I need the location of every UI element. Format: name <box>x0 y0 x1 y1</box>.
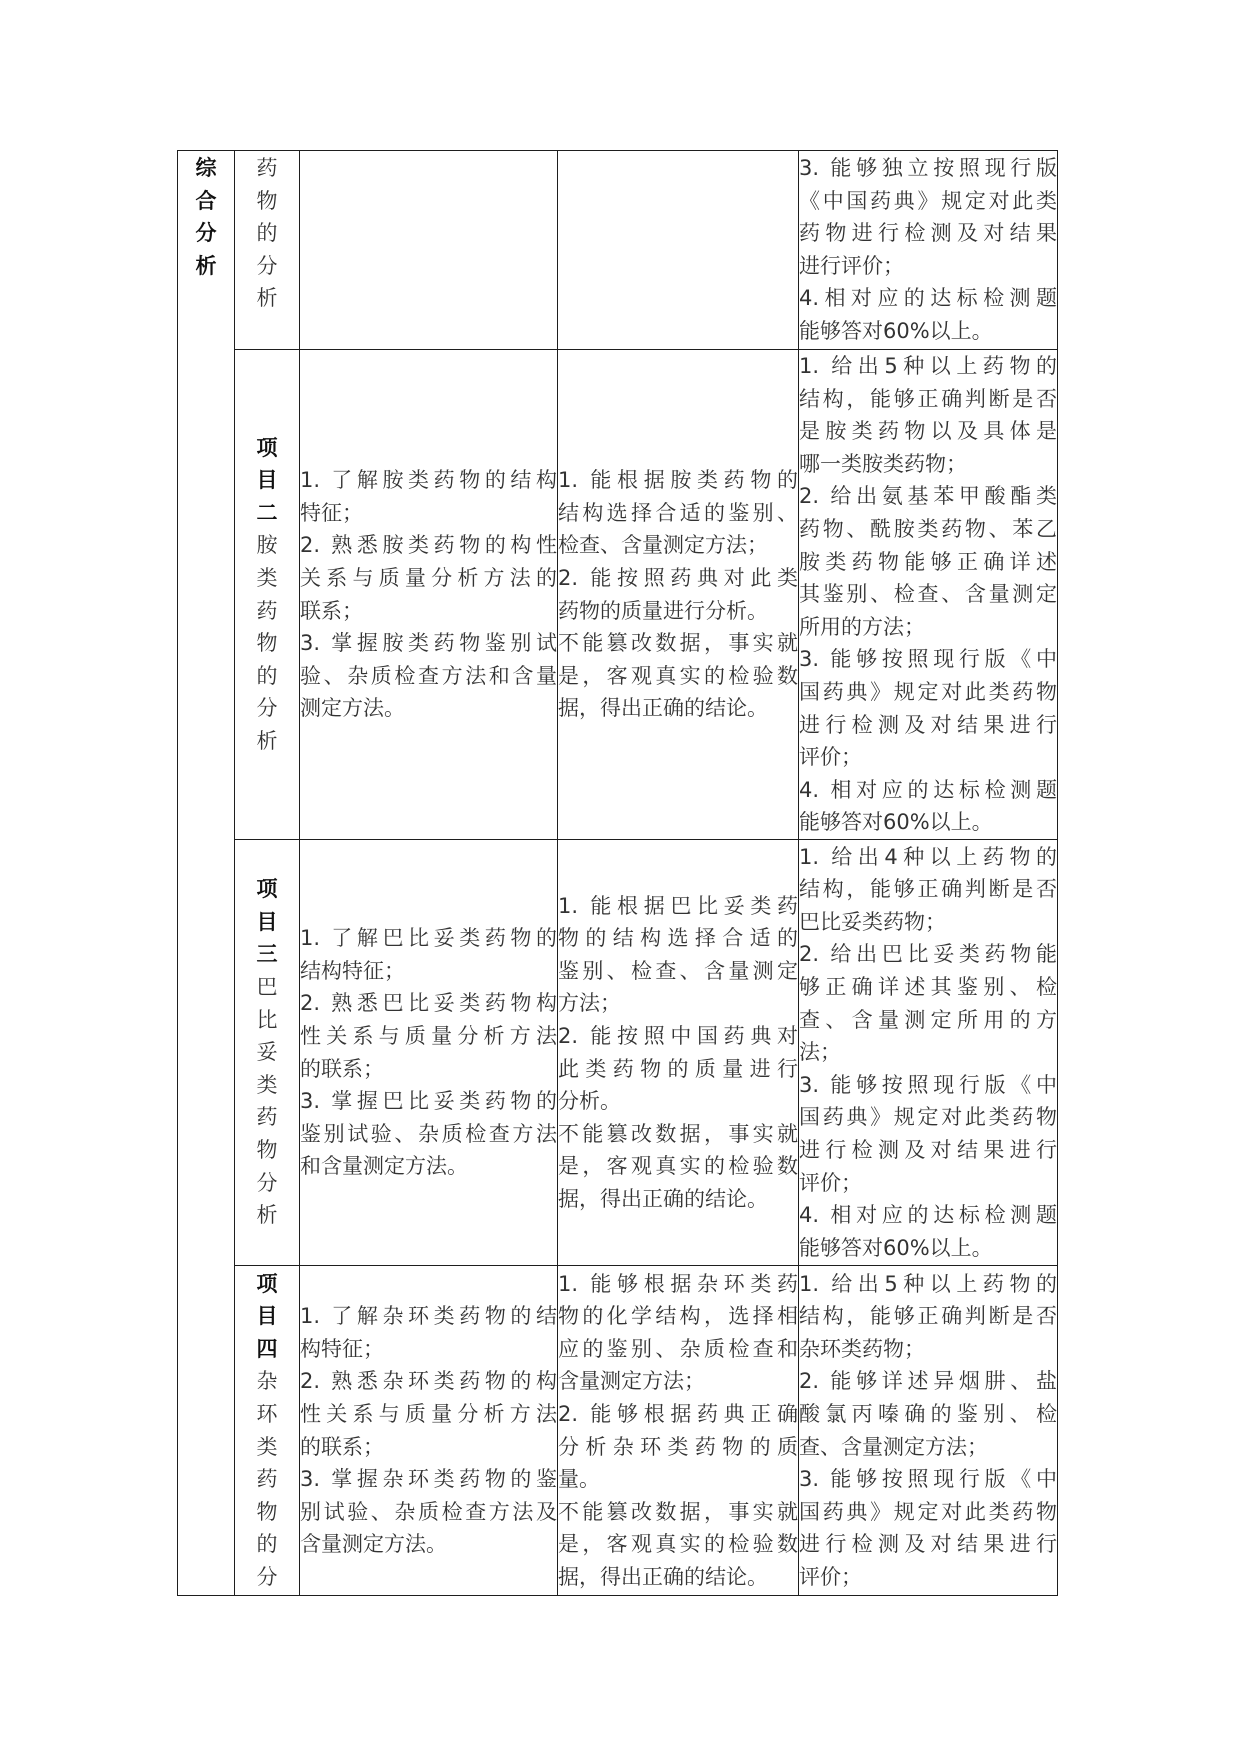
text-line: 2. 能按照中国药典对 <box>558 1023 798 1048</box>
text-line: 验、杂质检查方法和含量 <box>300 663 557 688</box>
objective-item <box>799 1268 1057 1366</box>
text-line: 1. 了解杂环类药物的结 <box>300 1304 557 1329</box>
text-line: 药物的质量进行分析。 <box>558 598 768 623</box>
text-line: 结构，能够正确判断是否 <box>799 386 1057 411</box>
text-line: 3. 能够按照现行版《中 <box>799 647 1057 672</box>
text-line: 哪一类胺类药物； <box>799 451 967 476</box>
knowledge-objectives-cell <box>300 151 558 350</box>
objective-item <box>799 350 1057 480</box>
curriculum-table <box>177 150 1058 1596</box>
project-title: 项目二 <box>256 435 278 525</box>
assessment-criteria-cell <box>799 151 1058 350</box>
project-name: 杂环类药物的分 <box>256 1369 278 1589</box>
text-line: 2. 给出氨基苯甲酸酯类 <box>799 484 1057 509</box>
text-line: 4.相对应的达标检测题 <box>799 286 1057 311</box>
text-line: 进行检测及对结果进行 <box>799 1532 1057 1557</box>
text-line: 评价； <box>799 1564 862 1589</box>
text-line: 2. 给出巴比妥类药物能 <box>799 942 1057 967</box>
text-line: 3. 掌握巴比妥类药物的 <box>300 1089 557 1114</box>
text-line: 分析。 <box>558 1089 621 1114</box>
text-line: 酸氯丙嗪确的鉴别、检 <box>799 1401 1057 1426</box>
text-line: 1. 能根据胺类药物的 <box>558 468 798 493</box>
text-line: 不能篡改数据，事实就 <box>558 631 798 656</box>
text-line: 物的化学结构，选择相 <box>558 1304 798 1329</box>
text-line: 3. 掌握胺类药物鉴别试 <box>300 631 557 656</box>
text-line: 的联系； <box>300 1434 384 1459</box>
text-line: 法； <box>799 1040 841 1065</box>
text-line: 结构特征； <box>300 958 405 983</box>
text-line: 1. 给出4种以上药物的 <box>799 844 1057 869</box>
text-line: 含量测定方法； <box>558 1369 705 1394</box>
text-line: 检查、含量测定方法； <box>558 533 768 558</box>
project-title: 项目四 <box>256 1271 278 1361</box>
text-line: 够正确详述其鉴别、检 <box>799 975 1057 1000</box>
table-row <box>178 840 1058 1266</box>
text-line: 分析杂环类药物的质 <box>558 1434 798 1459</box>
text-line: 不能篡改数据，事实就 <box>558 1121 798 1146</box>
objective-item <box>799 1365 1057 1463</box>
text-line: 应的鉴别、杂质检查和 <box>558 1336 798 1361</box>
assessment-criteria-cell <box>799 350 1058 840</box>
text-line: 关系与质量分析方法的 <box>300 565 557 590</box>
text-line: 据，得出正确的结论。 <box>558 696 768 721</box>
objective-item <box>558 1398 798 1496</box>
text-line: 查、含量测定所用的方 <box>799 1007 1057 1032</box>
text-line: 评价； <box>799 1170 862 1195</box>
table-row <box>178 151 1058 350</box>
objective-item <box>799 643 1057 773</box>
text-line: 国药典》规定对此类药物 <box>799 1499 1057 1524</box>
text-line: 2. 熟悉巴比妥类药物构 <box>300 991 557 1016</box>
text-line: 《中国药典》规定对此类 <box>799 188 1057 213</box>
text-line: 含量测定方法。 <box>300 1532 447 1557</box>
project-name: 胺类药物的分析 <box>256 533 278 753</box>
text-line: 鉴别试验、杂质检查方法 <box>300 1121 557 1146</box>
objective-item <box>558 1496 798 1594</box>
objective-item <box>558 1268 798 1398</box>
objective-item <box>558 1020 798 1118</box>
text-line: 性关系与质量分析方法 <box>300 1401 557 1426</box>
objective-item <box>300 529 557 627</box>
objective-item <box>300 627 557 725</box>
text-line: 鉴别、检查、含量测定 <box>558 958 798 983</box>
text-line: 是，客观真实的检验数 <box>558 1154 798 1179</box>
assessment-criteria-cell <box>799 1266 1058 1596</box>
text-line: 据，得出正确的结论。 <box>558 1564 768 1589</box>
project-name: 药物的分析 <box>256 156 278 311</box>
category-cell <box>178 151 235 1596</box>
text-line: 其鉴别、检查、含量测定 <box>799 582 1057 607</box>
text-line: 国药典》规定对此类药物 <box>799 679 1057 704</box>
objective-item <box>300 1085 557 1183</box>
project-title: 项目三 <box>256 877 278 967</box>
text-line: 3. 能够按照现行版《中 <box>799 1467 1057 1492</box>
text-line: 2. 能够根据药典正确 <box>558 1401 798 1426</box>
text-line: 3. 掌握杂环类药物的鉴 <box>300 1467 557 1492</box>
knowledge-objectives-cell <box>300 350 558 840</box>
objective-item <box>300 1463 557 1561</box>
project-cell <box>235 840 300 1266</box>
text-line: 结构，能够正确判断是否 <box>799 1304 1057 1329</box>
text-line: 和含量测定方法。 <box>300 1154 468 1179</box>
objective-item <box>799 1199 1057 1264</box>
text-line: 进行评价； <box>799 253 904 278</box>
project-cell <box>235 1266 300 1596</box>
objective-item <box>300 987 557 1085</box>
text-line: 1. 了解胺类药物的结构 <box>300 468 557 493</box>
text-line: 是，客观真实的检验数 <box>558 1532 798 1557</box>
text-line: 能够答对60%以上。 <box>799 318 993 343</box>
objective-item <box>799 841 1057 939</box>
objective-item <box>799 282 1057 347</box>
objective-item <box>799 152 1057 282</box>
text-line: 是胺类药物以及具体是 <box>799 419 1057 444</box>
text-line: 所用的方法； <box>799 614 925 639</box>
skill-objectives-cell <box>558 350 799 840</box>
table-row <box>178 350 1058 840</box>
text-line: 方法； <box>558 991 621 1016</box>
text-line: 评价； <box>799 745 862 770</box>
text-line: 结构，能够正确判断是否 <box>799 877 1057 902</box>
text-line: 物的结构选择合适的 <box>558 926 798 951</box>
text-line: 能够答对60%以上。 <box>799 810 993 835</box>
assessment-criteria-cell <box>799 840 1058 1266</box>
objective-item <box>300 922 557 987</box>
text-line: 2. 熟悉杂环类药物的构 <box>300 1369 557 1394</box>
text-line: 1. 了解巴比妥类药物的 <box>300 926 557 951</box>
text-line: 联系； <box>300 598 363 623</box>
skill-objectives-cell <box>558 840 799 1266</box>
text-line: 是，客观真实的检验数 <box>558 663 798 688</box>
text-line: 国药典》规定对此类药物 <box>799 1105 1057 1130</box>
text-line: 进行检测及对结果进行 <box>799 712 1057 737</box>
text-line: 进行检测及对结果进行 <box>799 1137 1057 1162</box>
text-line: 1. 能根据巴比妥类药 <box>558 893 798 918</box>
text-line: 1. 给出5种以上药物的 <box>799 1271 1057 1296</box>
text-line: 2. 能按照药典对此类 <box>558 565 798 590</box>
objective-item <box>558 464 798 562</box>
skill-objectives-cell <box>558 151 799 350</box>
objective-item <box>558 890 798 1020</box>
objective-item <box>799 480 1057 643</box>
text-line: 胺类药物能够正确详述 <box>799 549 1057 574</box>
objective-item <box>558 627 798 725</box>
text-line: 3. 能够独立按照现行版 <box>799 156 1057 180</box>
text-line: 4. 相对应的达标检测题 <box>799 1203 1057 1228</box>
text-line: 别试验、杂质检查方法及 <box>300 1499 557 1524</box>
objective-item <box>799 938 1057 1068</box>
text-line: 结构选择合适的鉴别、 <box>558 500 798 525</box>
text-line: 4. 相对应的达标检测题 <box>799 777 1057 802</box>
text-line: 3. 能够按照现行版《中 <box>799 1072 1057 1097</box>
text-line: 杂环类药物； <box>799 1336 925 1361</box>
category-label: 综合分析 <box>195 156 217 278</box>
text-line: 构特征； <box>300 1336 384 1361</box>
project-cell <box>235 350 300 840</box>
skill-objectives-cell <box>558 1266 799 1596</box>
text-line: 巴比妥类药物； <box>799 909 946 934</box>
objective-item <box>799 1069 1057 1199</box>
text-line: 能够答对60%以上。 <box>799 1235 993 1260</box>
objective-item <box>300 1365 557 1463</box>
project-name: 巴比妥类药物分析 <box>256 975 278 1228</box>
objective-item <box>300 1300 557 1365</box>
objective-item <box>799 1463 1057 1593</box>
text-line: 测定方法。 <box>300 696 405 721</box>
text-line: 1. 给出5种以上药物的 <box>799 354 1057 379</box>
text-line: 的联系； <box>300 1056 384 1081</box>
text-line: 药物进行检测及对结果 <box>799 221 1057 246</box>
text-line: 2. 能够详述异烟肼、盐 <box>799 1369 1057 1394</box>
text-line: 1. 能够根据杂环类药 <box>558 1271 798 1296</box>
text-line: 不能篡改数据，事实就 <box>558 1499 798 1524</box>
text-line: 查、含量测定方法； <box>799 1434 988 1459</box>
text-line: 性关系与质量分析方法 <box>300 1023 557 1048</box>
text-line: 药物、酰胺类药物、苯乙 <box>799 517 1057 542</box>
text-line: 2. 熟悉胺类药物的构性 <box>300 533 557 558</box>
text-line: 特征； <box>300 500 363 525</box>
knowledge-objectives-cell <box>300 1266 558 1596</box>
objective-item <box>300 464 557 529</box>
table-row <box>178 1266 1058 1596</box>
text-line: 量。 <box>558 1467 600 1492</box>
objective-item <box>558 1118 798 1216</box>
text-line: 此类药物的质量进行 <box>558 1056 798 1081</box>
text-line: 据，得出正确的结论。 <box>558 1186 768 1211</box>
project-cell <box>235 151 300 350</box>
objective-item <box>558 562 798 627</box>
knowledge-objectives-cell <box>300 840 558 1266</box>
objective-item <box>799 774 1057 839</box>
